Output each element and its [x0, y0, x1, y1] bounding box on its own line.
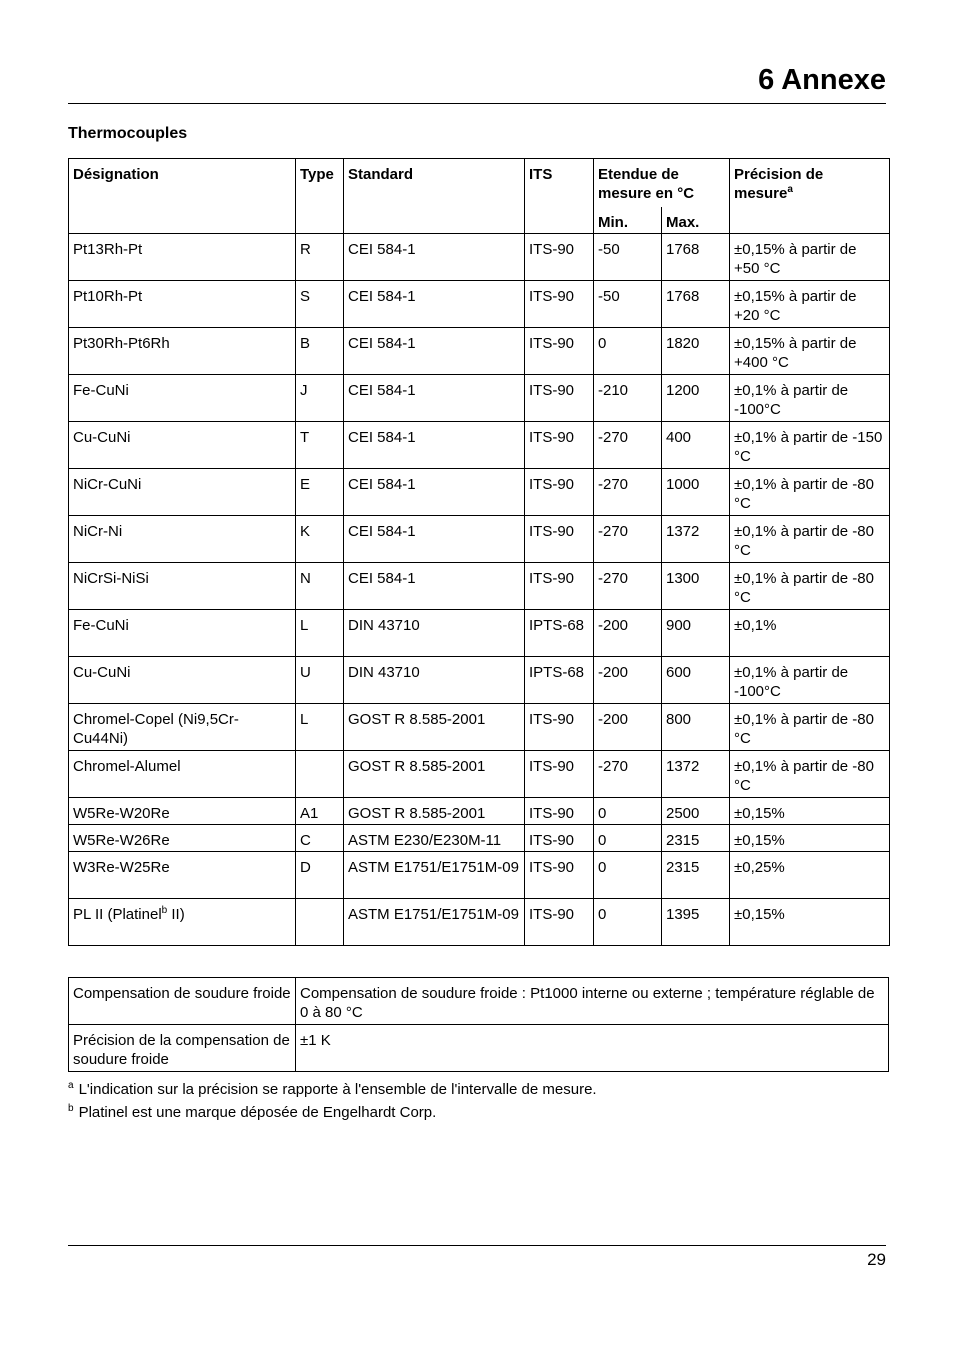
thermocouple-table [68, 158, 890, 946]
cell-type: B [296, 328, 344, 375]
footnotes [68, 1078, 597, 1124]
table-row [69, 751, 890, 798]
cell-max: 1000 [662, 469, 730, 516]
cell-min: -270 [594, 563, 662, 610]
cell-its: IPTS-68 [525, 657, 594, 704]
cell-precision: ±0,15% [730, 899, 890, 946]
header-divider [68, 103, 886, 104]
cell-max: 900 [662, 610, 730, 657]
cell-max: 1300 [662, 563, 730, 610]
cell-its: ITS-90 [525, 234, 594, 281]
cell-max: 1372 [662, 751, 730, 798]
cell-precision: ±0,15% [730, 825, 890, 852]
header-min: Min. [594, 207, 662, 234]
table-row [69, 375, 890, 422]
cell-min: -200 [594, 704, 662, 751]
cell-type: K [296, 516, 344, 563]
cell-its: ITS-90 [525, 281, 594, 328]
footnote-mark: b [68, 1103, 74, 1114]
cell-designation: Fe-CuNi [69, 375, 296, 422]
table-row [69, 610, 890, 657]
cell-min: 0 [594, 852, 662, 899]
cell-max: 2315 [662, 825, 730, 852]
cell-designation: W5Re-W26Re [69, 825, 296, 852]
cell-designation: Cu-CuNi [69, 422, 296, 469]
cell-type: L [296, 704, 344, 751]
cell-its: ITS-90 [525, 375, 594, 422]
cell-min: 0 [594, 825, 662, 852]
cell-precision: ±0,1% à partir de -80 °C [730, 704, 890, 751]
cell-its: IPTS-68 [525, 610, 594, 657]
header-range: Etendue de mesure en °C [594, 159, 730, 208]
cell-its: ITS-90 [525, 798, 594, 825]
table-row [69, 798, 890, 825]
cell-type: N [296, 563, 344, 610]
cell-min: -270 [594, 422, 662, 469]
cell-its: ITS-90 [525, 751, 594, 798]
cell-standard: DIN 43710 [344, 657, 525, 704]
cell-designation: Pt13Rh-Pt [69, 234, 296, 281]
cell-max: 1768 [662, 234, 730, 281]
cell-precision: ±0,1% à partir de -80 °C [730, 563, 890, 610]
cell-standard: ASTM E230/E230M-11 [344, 825, 525, 852]
cell-min: -200 [594, 657, 662, 704]
cell-its: ITS-90 [525, 469, 594, 516]
cell-type: L [296, 610, 344, 657]
cell-min: -50 [594, 234, 662, 281]
cell-precision: ±0,15% [730, 798, 890, 825]
cell-min: -50 [594, 281, 662, 328]
cell-its: ITS-90 [525, 328, 594, 375]
header-its: ITS [525, 159, 594, 234]
cell-standard: CEI 584-1 [344, 469, 525, 516]
cell-precision: ±0,25% [730, 852, 890, 899]
header-precision [730, 159, 890, 234]
cell-standard: GOST R 8.585-2001 [344, 798, 525, 825]
header-precision-label: Précision de mesure [734, 166, 824, 202]
table-row [69, 563, 890, 610]
cell-its: ITS-90 [525, 825, 594, 852]
cell-type: R [296, 234, 344, 281]
cell-label: Compensation de soudure froide [69, 978, 296, 1025]
cell-min: 0 [594, 798, 662, 825]
cell-type: D [296, 852, 344, 899]
table-row [69, 825, 890, 852]
compensation-table [68, 977, 889, 1072]
cell-precision: ±0,1% [730, 610, 890, 657]
cell-type: J [296, 375, 344, 422]
cell-max: 600 [662, 657, 730, 704]
designation-text: PL II (Platinel [73, 906, 162, 923]
chapter-title: 6 Annexe [758, 64, 886, 96]
cell-min: -270 [594, 469, 662, 516]
cell-designation: Chromel-Copel (Ni9,5Cr-Cu44Ni) [69, 704, 296, 751]
cell-designation: W3Re-W25Re [69, 852, 296, 899]
footnote-b [68, 1101, 597, 1124]
footnote-ref-b: b [161, 905, 168, 916]
cell-standard: DIN 43710 [344, 610, 525, 657]
table-row [69, 899, 890, 946]
cell-min: -210 [594, 375, 662, 422]
footer-divider [68, 1245, 886, 1246]
cell-designation: W5Re-W20Re [69, 798, 296, 825]
cell-max: 1372 [662, 516, 730, 563]
cell-standard: ASTM E1751/E1751M-09 [344, 852, 525, 899]
cell-max: 1768 [662, 281, 730, 328]
cell-precision: ±0,1% à partir de -80 °C [730, 516, 890, 563]
header-type: Type [296, 159, 344, 234]
cell-max: 2500 [662, 798, 730, 825]
cell-standard: CEI 584-1 [344, 422, 525, 469]
cell-min: -270 [594, 516, 662, 563]
cell-value: Compensation de soudure froide : Pt1000 interne ou externe ; température réglable de 0 à 80 °C [296, 978, 889, 1025]
cell-its: ITS-90 [525, 704, 594, 751]
cell-designation: Chromel-Alumel [69, 751, 296, 798]
cell-precision: ±0,15% à partir de +50 °C [730, 234, 890, 281]
cell-precision: ±0,15% à partir de +20 °C [730, 281, 890, 328]
cell-label: Précision de la compensation de soudure froide [69, 1025, 296, 1072]
cell-max: 1820 [662, 328, 730, 375]
cell-precision: ±0,1% à partir de -80 °C [730, 469, 890, 516]
cell-type: T [296, 422, 344, 469]
cell-standard: GOST R 8.585-2001 [344, 704, 525, 751]
cell-designation [69, 899, 296, 946]
table-row [69, 281, 890, 328]
cell-max: 1200 [662, 375, 730, 422]
cell-type: S [296, 281, 344, 328]
cell-its: ITS-90 [525, 422, 594, 469]
footnote-mark: a [68, 1080, 74, 1091]
cell-min: 0 [594, 328, 662, 375]
cell-type: U [296, 657, 344, 704]
footnote-text: Platinel est une marque déposée de Engelhardt Corp. [78, 1104, 437, 1121]
table-row [69, 469, 890, 516]
cell-its: ITS-90 [525, 516, 594, 563]
header-designation: Désignation [69, 159, 296, 234]
cell-its: ITS-90 [525, 563, 594, 610]
cell-type: A1 [296, 798, 344, 825]
table-row [69, 422, 890, 469]
cell-designation: NiCrSi-NiSi [69, 563, 296, 610]
cell-designation: Cu-CuNi [69, 657, 296, 704]
cell-standard: GOST R 8.585-2001 [344, 751, 525, 798]
table-row [69, 328, 890, 375]
header-standard: Standard [344, 159, 525, 234]
cell-type: E [296, 469, 344, 516]
table-row [69, 516, 890, 563]
cell-standard: CEI 584-1 [344, 516, 525, 563]
cell-value: ±1 K [296, 1025, 889, 1072]
cell-precision: ±0,15% à partir de +400 °C [730, 328, 890, 375]
cell-type [296, 899, 344, 946]
cell-type [296, 751, 344, 798]
cell-min: -200 [594, 610, 662, 657]
cell-standard: CEI 584-1 [344, 281, 525, 328]
cell-standard: CEI 584-1 [344, 328, 525, 375]
cell-precision: ±0,1% à partir de -100°C [730, 375, 890, 422]
table-row [69, 1025, 889, 1072]
header-max: Max. [662, 207, 730, 234]
table-row [69, 978, 889, 1025]
cell-standard: CEI 584-1 [344, 563, 525, 610]
cell-max: 800 [662, 704, 730, 751]
cell-designation: NiCr-CuNi [69, 469, 296, 516]
cell-its: ITS-90 [525, 852, 594, 899]
cell-min: -270 [594, 751, 662, 798]
cell-designation: NiCr-Ni [69, 516, 296, 563]
footnote-ref-a: a [787, 184, 793, 195]
footnote-a [68, 1078, 597, 1101]
cell-standard: ASTM E1751/E1751M-09 [344, 899, 525, 946]
cell-designation: Pt30Rh-Pt6Rh [69, 328, 296, 375]
table-row [69, 234, 890, 281]
cell-max: 1395 [662, 899, 730, 946]
cell-designation: Pt10Rh-Pt [69, 281, 296, 328]
page-number: 29 [867, 1250, 886, 1269]
cell-its: ITS-90 [525, 899, 594, 946]
cell-type: C [296, 825, 344, 852]
cell-standard: CEI 584-1 [344, 375, 525, 422]
cell-min: 0 [594, 899, 662, 946]
cell-max: 2315 [662, 852, 730, 899]
cell-standard: CEI 584-1 [344, 234, 525, 281]
cell-precision: ±0,1% à partir de -100°C [730, 657, 890, 704]
cell-precision: ±0,1% à partir de -150 °C [730, 422, 890, 469]
designation-text-end: II) [167, 906, 185, 923]
table-row [69, 704, 890, 751]
table-row [69, 657, 890, 704]
table-row [69, 852, 890, 899]
section-title: Thermocouples [68, 125, 188, 142]
cell-max: 400 [662, 422, 730, 469]
footnote-text: L'indication sur la précision se rapporte à l'ensemble de l'intervalle de mesure. [78, 1081, 597, 1098]
cell-precision: ±0,1% à partir de -80 °C [730, 751, 890, 798]
cell-designation: Fe-CuNi [69, 610, 296, 657]
